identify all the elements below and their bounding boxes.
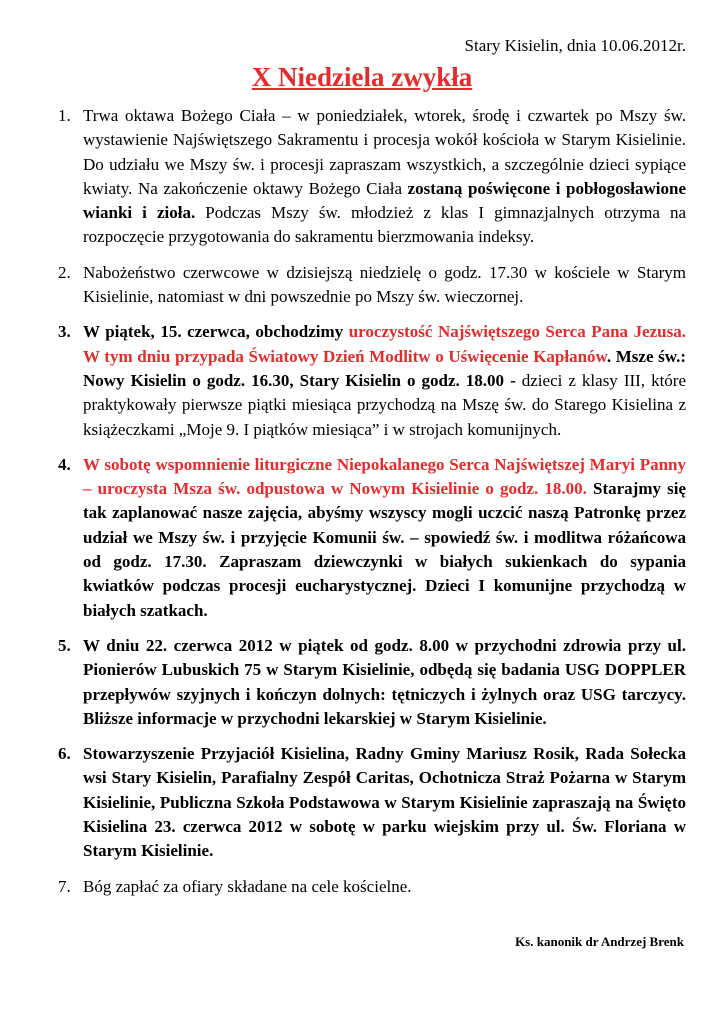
announcement-item-6 (58, 742, 686, 863)
item-text-part: Podczas Mszy św. młodzież z klas I gimnazjalnych otrzyma na rozpoczęcie przygotowania do sakramentu bierzmowania indeksy. (83, 203, 686, 247)
announcement-item-2 (58, 261, 686, 310)
announcement-item-7 (58, 875, 686, 899)
item-number: 4. (58, 454, 71, 474)
announcement-item-1 (58, 104, 686, 250)
item-number: 5. (58, 635, 71, 655)
item-text-bold: zostaną poświęcone i pobłogosławione wianki i zioła. (83, 178, 686, 223)
item-text-red: W sobotę wspomnienie liturgiczne Niepokalanego Serca Najświętszej Maryi Panny – uroczysta Msza św. odpustowa w Nowym Kisielinie o godz. 18.00. (83, 454, 686, 499)
item-text (83, 453, 686, 623)
item-number: 3. (58, 322, 71, 342)
item-text (83, 261, 686, 310)
page-title: X Niedziela zwykła (251, 62, 473, 92)
item-number: 1. (58, 106, 71, 125)
announcement-item-5 (58, 634, 686, 731)
item-text-bold: Stowarzyszenie Przyjaciół Kisielina, Radny Gminy Mariusz Rosik, Rada Sołecka wsi Stary Kisielin, Parafialny Zespół Caritas, Ochotnicza Straż Pożarna w Starym Kisielinie, Publiczna Szkoła Podstawowa w Starym Kisielinie zapraszają na Święto Kisielina 23. czerwca 2012 w sobotę w parku wiejskim przy ul. Św. Floriana w Starym Kisielinie. (83, 744, 686, 861)
item-number: 7. (58, 876, 71, 896)
item-text (83, 875, 686, 899)
item-text (83, 634, 686, 731)
item-text-part: Trwa oktawa Bożego Ciała – w poniedziałek, wtorek, środę i czwartek po Mszy św. wystawienie Najświętszego Sakramentu i procesja wokół kościoła w Starym Kisielinie. Do udziału we Mszy św. i procesji zapraszam wszystkich, a szczególnie dzieci sypiące kwiaty. Na zakończenie oktawy Bożego Ciała (83, 106, 686, 198)
date-line: Stary Kisielin, dnia 10.06.2012r. (464, 36, 686, 55)
item-text (83, 104, 686, 250)
item-text-bold: Starajmy się tak zaplanować nasze zajęcia, abyśmy wszyscy mogli uczcić naszą Patronkę przez udział we Mszy św. i przyjęcie Komunii św. – spowiedź św. i modlitwa różańcowa od godz. 17.30. Zapraszam dziewczynki w białych sukienkach do sypania kwiatków podczas procesji eucharystycznej. Dzieci I komunijne przychodzą w białych szatkach. (83, 479, 686, 620)
item-number: 6. (58, 744, 71, 764)
item-number: 2. (58, 262, 71, 282)
announcement-list (58, 104, 686, 910)
announcement-item-3 (58, 320, 686, 441)
announcement-item-4 (58, 453, 686, 623)
item-text-part: Nabożeństwo czerwcowe w dzisiejszą niedzielę o godz. 17.30 w kościele w Starym Kisielinie, natomiast w dni powszednie po Mszy św. wieczornej. (83, 262, 686, 307)
item-text-bold: . Msze św.: Nowy Kisielin o godz. 16.30, Stary Kisielin o godz. 18.00 - (83, 346, 686, 390)
item-text-bold: W dniu 22. czerwca 2012 w piątek od godz. 8.00 w przychodni zdrowia przy ul. Pionierów Lubuskich 75 w Starym Kisielinie, odbędą się badania USG DOPPLER przepływów szyjnych i kończyn dolnych: tętniczych i żylnych oraz USG tarczycy. Bliższe informacje w przychodni lekarskiej w Starym Kisielinie. (83, 635, 686, 728)
item-text (83, 320, 686, 441)
item-text (83, 742, 686, 863)
item-text-part: Bóg zapłać za ofiary składane na cele kościelne. (83, 876, 412, 896)
item-text-red: uroczystość Najświętszego Serca Pana Jezusa. W tym dniu przypada Światowy Dzień Modlitw o Uświęcenie Kapłanów (83, 322, 686, 366)
item-text-bold: W piątek, 15. czerwca, obchodzimy (83, 322, 349, 342)
signature: Ks. kanonik dr Andrzej Brenk (515, 934, 684, 949)
item-text-part: dzieci z klasy III, które praktykowały pierwsze piątki miesiąca przychodzą na Mszę św. do Starego Kisielina z książeczkami „Moje 9. I piątków miesiąca” i w strojach komunijnych. (83, 370, 686, 439)
